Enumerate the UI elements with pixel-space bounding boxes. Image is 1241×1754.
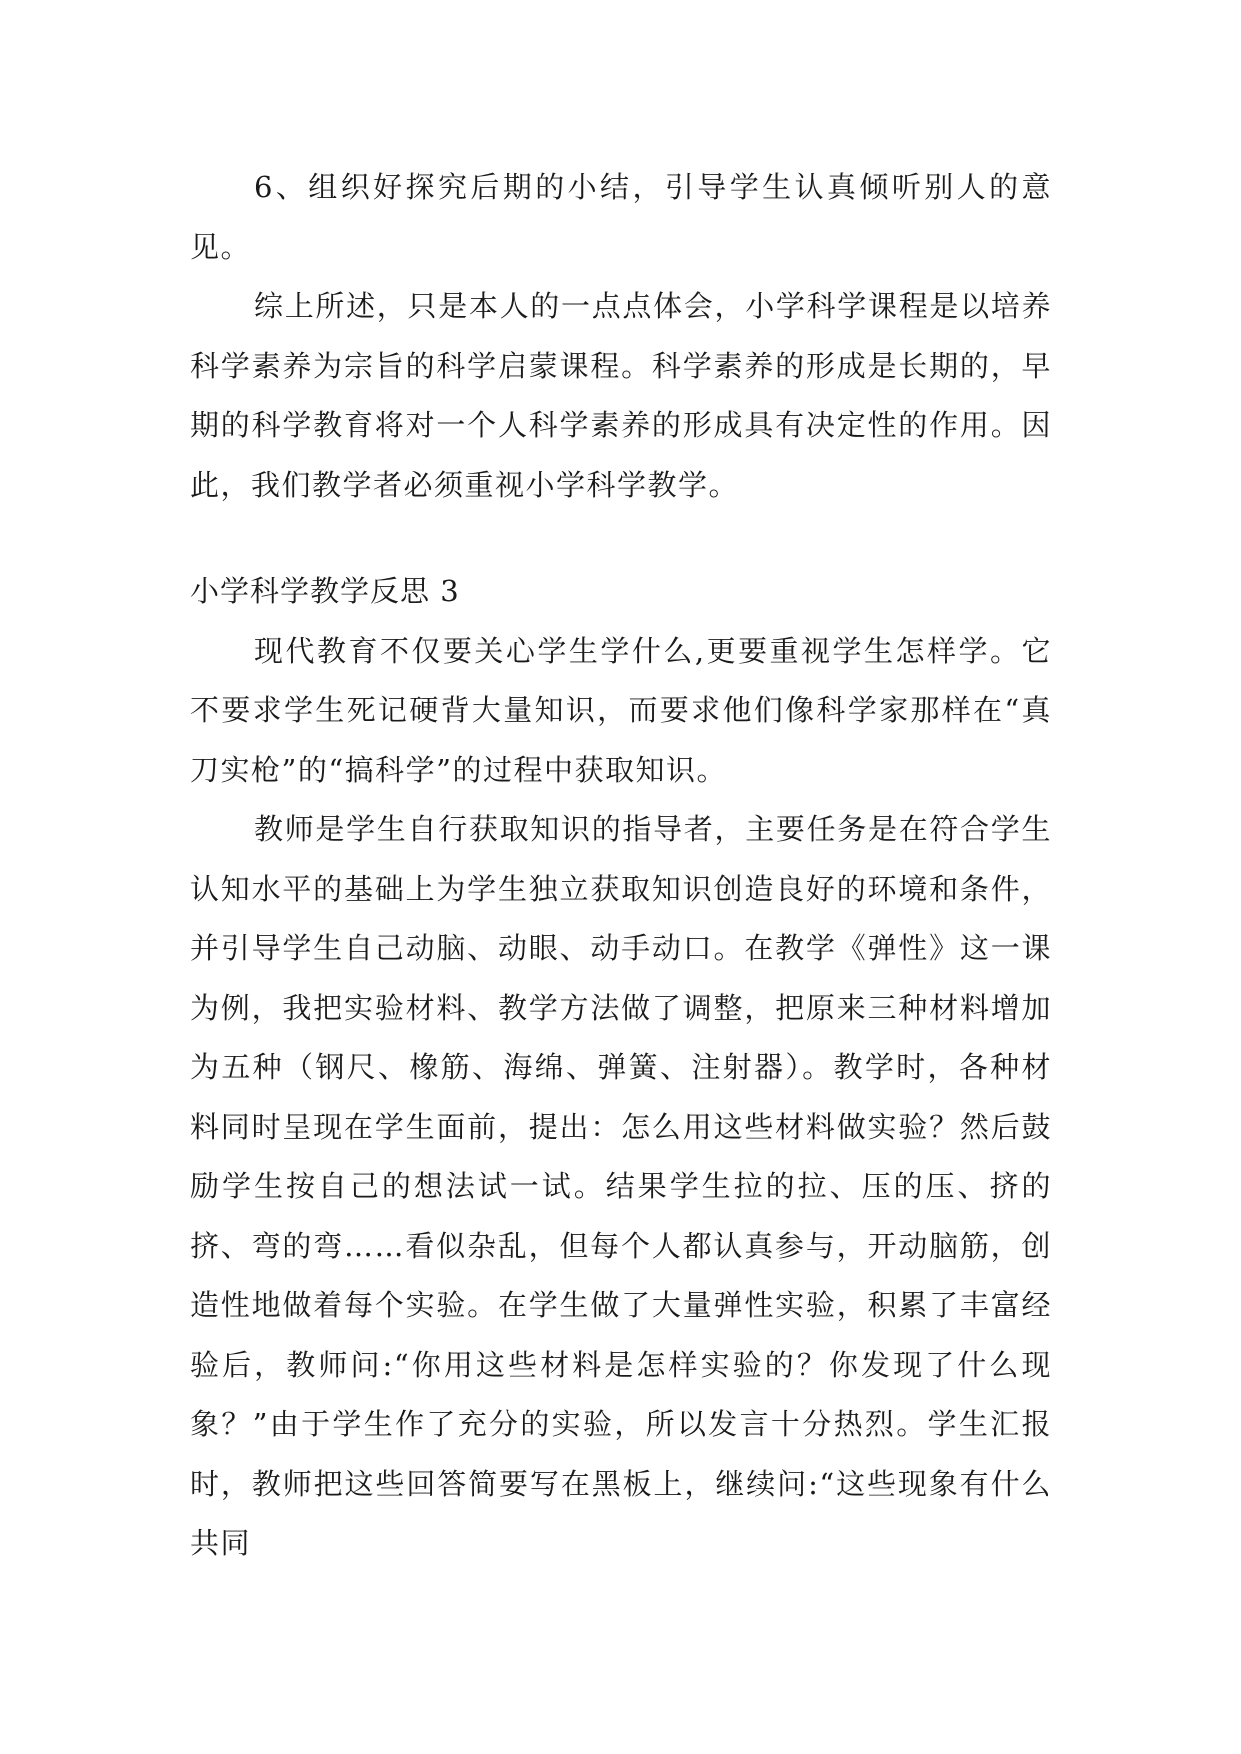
- top-text-block: [190, 158, 1052, 515]
- paragraph-summary-point-6: 6、组织好探究后期的小结，引导学生认真倾听别人的意见。: [190, 170, 1052, 264]
- paragraph-teacher-role: 教师是学生自行获取知识的指导者，主要任务是在符合学生认知水平的基础上为学生独立获取知识创造良好的环境和条件，并引导学生自己动脑、动眼、动手动口。在教学《弹性》这一课为例，我把实验材料、教学方法做了调整，把原来三种材料增加为五种（钢尺、橡筋、海绵、弹簧、注射器）。教学时，各种材料同时呈现在学生面前，提出：怎么用这些材料做实验？然后鼓励学生按自己的想法试一试。结果学生拉的拉、压的压、挤的挤、弯的弯……看似杂乱，但每个人都认真参与，开动脑筋，创造性地做着每个实验。在学生做了大量弹性实验，积累了丰富经验后，教师问:“你用这些材料是怎样实验的？你发现了什么现象？”由于学生作了充分的实验，所以发言十分热烈。学生汇报时，教师把这些回答简要写在黑板上，继续问:“这些现象有什么共同: [190, 812, 1052, 1560]
- section-3-block: [190, 562, 1052, 1574]
- section-heading: 小学科学教学反思 3: [190, 574, 460, 608]
- paragraph-modern-education: 现代教育不仅要关心学生学什么,更要重视学生怎样学。它不要求学生死记硬背大量知识，而要求他们像科学家那样在“真刀实枪”的“搞科学”的过程中获取知识。: [190, 633, 1052, 787]
- paragraph-conclusion: 综上所述，只是本人的一点点体会，小学科学课程是以培养科学素养为宗旨的科学启蒙课程。科学素养的形成是长期的，早期的科学教育将对一个人科学素养的形成具有决定性的作用。因此，我们教学者必须重视小学科学教学。: [190, 289, 1052, 502]
